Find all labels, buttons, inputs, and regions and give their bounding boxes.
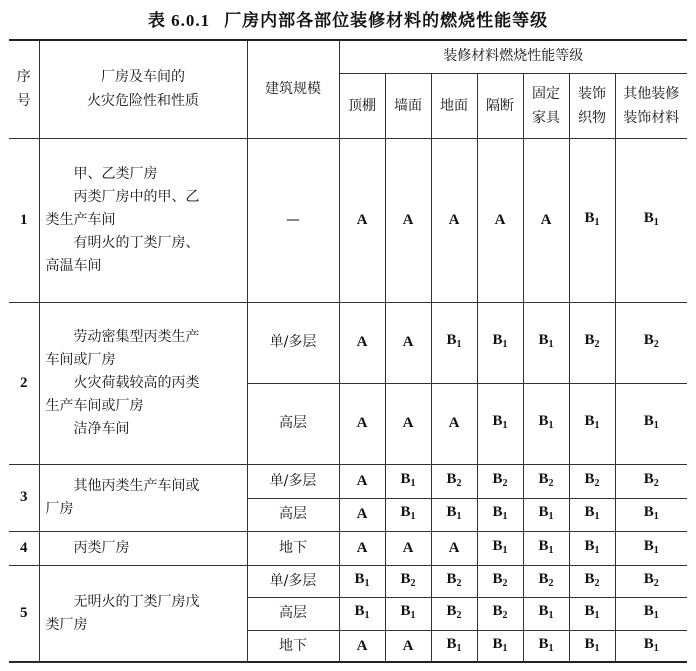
row-number: 5 (9, 565, 39, 662)
grade-letter: B (446, 332, 457, 348)
grade-letter: B (584, 209, 595, 226)
grade-cell (477, 464, 523, 498)
grade-letter: B (446, 470, 457, 487)
grade-cell (431, 138, 477, 302)
grade-cell (477, 383, 523, 464)
hazard-nature-cell (39, 531, 247, 565)
grade-cell (339, 597, 385, 630)
grade-letter: A (448, 539, 460, 556)
hazard-nature-line: 洁净车间 (73, 420, 130, 437)
grade-cell (477, 531, 523, 565)
grade-column-header (431, 73, 477, 138)
grade-letter: B (643, 537, 654, 554)
seq-header-line: 序 (16, 69, 31, 86)
grade-letter: B (538, 470, 549, 487)
grade-cell (339, 565, 385, 597)
grade-letter: B (584, 470, 595, 487)
grade-subscript: 1 (456, 642, 462, 654)
grade-letter: B (643, 570, 654, 587)
grade-column-header (477, 73, 523, 138)
grade-letter: A (402, 539, 414, 556)
building-scale-cell: 高层 (247, 597, 339, 630)
grade-subscript: 1 (594, 544, 600, 556)
grade-letter: B (538, 603, 549, 619)
grade-letter: B (538, 635, 549, 652)
grade-subscript: 1 (594, 420, 600, 431)
hazard-nature-cell (39, 464, 247, 531)
header-row-1 (9, 41, 687, 73)
grade-letter: B (643, 470, 654, 487)
grade-letter: A (356, 637, 368, 654)
grade-letter: B (538, 504, 549, 520)
grade-letter: B (584, 603, 595, 619)
grade-cell (569, 383, 615, 464)
grade-letter: B (584, 537, 595, 554)
grade-subscript: 1 (456, 339, 462, 350)
grade-subscript: 1 (548, 511, 554, 522)
grade-letter: B (446, 635, 457, 652)
grade-subscript: 2 (594, 477, 600, 489)
grade-cell (477, 138, 523, 302)
grade-column-header (569, 73, 615, 138)
grade-cell (615, 464, 687, 498)
grade-column-header-line: 家具 (532, 109, 560, 126)
grade-cell (385, 531, 431, 565)
hazard-nature-line: 丙类厂房 (73, 539, 130, 556)
grade-column-header-line: 装饰材料 (623, 109, 680, 126)
grade-letter: B (584, 504, 595, 520)
grade-subscript: 1 (502, 544, 508, 556)
table-row (9, 531, 687, 565)
grade-subscript: 1 (364, 610, 370, 621)
grade-cell (523, 464, 569, 498)
grade-cell (615, 498, 687, 531)
grade-cell (523, 597, 569, 630)
grade-column-header-line: 固定 (532, 85, 560, 102)
building-scale-cell: 高层 (247, 383, 339, 464)
grade-letter: B (492, 635, 503, 652)
table-body (9, 138, 687, 662)
grade-subscript: 2 (653, 577, 659, 589)
grade-subscript: 1 (653, 642, 659, 654)
grade-letter: A (494, 211, 506, 228)
grade-letter: B (584, 413, 595, 429)
grade-cell (569, 498, 615, 531)
table-caption (0, 6, 696, 31)
grade-subscript: 1 (410, 477, 416, 489)
grade-letter: B (354, 570, 365, 587)
grade-letter: A (402, 211, 414, 228)
grade-cell (569, 531, 615, 565)
hazard-nature-line: 厂房 (45, 500, 74, 517)
grade-cell (385, 630, 431, 662)
grade-letter: A (448, 415, 460, 431)
row-number: 4 (9, 531, 39, 565)
grade-cell (615, 630, 687, 662)
grade-subscript: 1 (456, 511, 462, 522)
hazard-nature-line: 高温车间 (45, 257, 102, 274)
row-number: 1 (9, 138, 39, 302)
grade-subscript: 2 (456, 477, 462, 489)
grade-cell (477, 597, 523, 630)
hazard-nature-line: 类厂房 (45, 616, 88, 633)
hazard-nature-line: 丙类厂房中的甲、乙 (73, 188, 200, 205)
table-row (9, 138, 687, 302)
grade-cell (569, 302, 615, 383)
grade-cell (615, 565, 687, 597)
grade-cell (339, 531, 385, 565)
grade-subscript: 2 (456, 577, 462, 589)
hazard-nature-cell (39, 302, 247, 464)
table-frame (9, 39, 687, 663)
grade-cell (523, 138, 569, 302)
building-scale-cell: 单/多层 (247, 464, 339, 498)
grade-letter: B (584, 332, 595, 348)
grade-letter: B (584, 635, 595, 652)
grade-letter: B (584, 570, 595, 587)
grade-cell (569, 464, 615, 498)
grade-cell (523, 302, 569, 383)
grade-letter: B (538, 570, 549, 587)
scale-header: 建筑规模 (247, 41, 339, 138)
grade-subscript: 1 (502, 511, 508, 522)
grade-subscript: 1 (594, 610, 600, 621)
grade-subscript: 1 (653, 544, 659, 556)
nature-header-line: 火灾危险性和性质 (87, 93, 199, 110)
building-scale-cell: 单/多层 (247, 302, 339, 383)
grade-subscript: 2 (594, 339, 600, 350)
grade-cell (523, 498, 569, 531)
building-scale-cell: 地下 (247, 531, 339, 565)
grade-column-header (523, 73, 569, 138)
grade-letter: B (643, 504, 654, 520)
grade-cell (385, 138, 431, 302)
grade-letter: B (492, 413, 503, 429)
grade-cell (523, 565, 569, 597)
grade-cell (569, 630, 615, 662)
grade-subscript: 2 (502, 477, 508, 489)
grade-subscript: 1 (502, 339, 508, 350)
grade-letter: A (356, 539, 368, 556)
grade-letter: B (446, 504, 457, 520)
table-row (9, 565, 687, 597)
grade-cell (615, 138, 687, 302)
grade-subscript: 2 (502, 577, 508, 589)
grade-cell (477, 565, 523, 597)
grade-subscript: 2 (456, 610, 462, 621)
grade-subscript: 2 (653, 339, 659, 350)
table-row (9, 302, 687, 383)
grade-cell (615, 531, 687, 565)
table-row (9, 464, 687, 498)
grade-cell (569, 138, 615, 302)
grade-cell (523, 383, 569, 464)
grade-subscript: 2 (548, 477, 554, 489)
seq-header (9, 41, 39, 138)
grade-column-header-line: 织物 (578, 109, 606, 126)
grade-cell (385, 498, 431, 531)
grade-letter: A (356, 472, 368, 489)
hazard-nature-line: 生产车间或厂房 (45, 397, 144, 414)
grade-letter: B (492, 504, 503, 520)
nature-header-line: 厂房及车间的 (101, 69, 185, 86)
grade-letter: B (538, 332, 549, 348)
hazard-nature-line: 车间或厂房 (45, 351, 116, 368)
grade-column-header (385, 73, 431, 138)
grade-letter: B (643, 635, 654, 652)
seq-header-line: 号 (16, 93, 31, 110)
grade-column-header-line: 顶棚 (348, 97, 376, 114)
grade-letter: B (446, 570, 457, 587)
grade-subscript: 1 (548, 610, 554, 621)
hazard-nature-line: 火灾荷载较高的丙类 (73, 374, 200, 391)
nature-header (39, 41, 247, 138)
hazard-nature-line: 甲、乙类厂房 (73, 165, 158, 182)
building-scale-cell: — (247, 138, 339, 302)
grade-cell (477, 302, 523, 383)
grade-cell (385, 383, 431, 464)
grade-letter: A (402, 415, 414, 431)
grade-subscript: 1 (410, 610, 416, 621)
grade-cell (431, 464, 477, 498)
grade-subscript: 1 (502, 642, 508, 654)
grade-letter: A (356, 334, 368, 350)
grade-cell (569, 565, 615, 597)
hazard-nature-line: 劳动密集型丙类生产 (73, 328, 200, 345)
hazard-nature-line: 类生产车间 (45, 211, 116, 228)
grade-subscript: 1 (410, 511, 416, 522)
grade-cell (477, 498, 523, 531)
grade-letter: B (538, 413, 549, 429)
grade-column-header (615, 73, 687, 138)
grade-cell (615, 597, 687, 630)
grade-subscript: 2 (410, 577, 416, 589)
building-scale-cell: 地下 (247, 630, 339, 662)
grade-letter: B (643, 332, 654, 348)
grade-cell (431, 565, 477, 597)
grade-cell (615, 383, 687, 464)
table-number: 表 6.0.1 (147, 11, 211, 30)
grade-cell (431, 531, 477, 565)
grade-subscript: 1 (594, 511, 600, 522)
grade-subscript: 1 (364, 577, 370, 589)
grade-letter: A (356, 211, 368, 228)
grade-letter: B (492, 570, 503, 587)
grade-cell (385, 302, 431, 383)
grade-cell (431, 498, 477, 531)
grade-column-header-line: 地面 (440, 97, 468, 114)
grade-letter: A (356, 506, 368, 522)
grade-letter: B (643, 603, 654, 619)
grade-subscript: 1 (594, 216, 600, 228)
grade-cell (615, 302, 687, 383)
grade-letter: B (492, 332, 503, 348)
grade-letter: A (402, 637, 414, 654)
grade-letter: A (356, 415, 368, 431)
grade-letter: B (400, 570, 411, 587)
fire-rating-table (9, 41, 687, 663)
building-scale-cell: 高层 (247, 498, 339, 531)
grade-cell (385, 565, 431, 597)
grade-letter: B (400, 504, 411, 520)
grade-letter: B (492, 603, 503, 619)
grade-letter: B (354, 603, 365, 619)
grade-subscript: 1 (653, 420, 659, 431)
grade-cell (385, 597, 431, 630)
grade-cell (431, 383, 477, 464)
grade-letter: B (400, 603, 411, 619)
grade-cell (339, 302, 385, 383)
grade-letter: B (446, 603, 457, 619)
building-scale-cell: 单/多层 (247, 565, 339, 597)
grade-subscript: 1 (653, 610, 659, 621)
grade-letter: B (400, 470, 411, 487)
grade-subscript: 1 (653, 511, 659, 522)
grade-subscript: 2 (502, 610, 508, 621)
grade-group-header: 装修材料燃烧性能等级 (339, 41, 687, 73)
grade-column-header-line: 墙面 (394, 97, 422, 114)
grade-subscript: 2 (653, 477, 659, 489)
grade-cell (339, 630, 385, 662)
grade-cell (431, 302, 477, 383)
grade-letter: B (643, 209, 654, 226)
grade-cell (477, 630, 523, 662)
hazard-nature-cell (39, 138, 247, 302)
grade-letter: B (538, 537, 549, 554)
grade-letter: B (643, 413, 654, 429)
grade-column-header-line: 隔断 (486, 97, 514, 114)
grade-cell (431, 597, 477, 630)
grade-subscript: 1 (548, 544, 554, 556)
grade-subscript: 1 (548, 642, 554, 654)
grade-letter: A (540, 211, 552, 228)
grade-letter: B (492, 537, 503, 554)
grade-column-header-line: 装饰 (578, 85, 606, 102)
grade-letter: A (402, 334, 414, 350)
grade-letter: A (448, 211, 460, 228)
grade-cell (339, 383, 385, 464)
grade-subscript: 2 (594, 577, 600, 589)
grade-cell (385, 464, 431, 498)
grade-cell (523, 630, 569, 662)
grade-cell (339, 464, 385, 498)
grade-subscript: 1 (548, 339, 554, 350)
grade-cell (569, 597, 615, 630)
row-number: 3 (9, 464, 39, 531)
grade-subscript: 2 (548, 577, 554, 589)
grade-subscript: 1 (594, 642, 600, 654)
hazard-nature-line: 有明火的丁类厂房、 (73, 234, 200, 251)
grade-subscript: 1 (548, 420, 554, 431)
row-number: 2 (9, 302, 39, 464)
grade-column-header (339, 73, 385, 138)
table-title: 厂房内部各部位装修材料的燃烧性能等级 (224, 11, 549, 31)
grade-subscript: 1 (653, 216, 659, 228)
grade-letter: B (492, 470, 503, 487)
grade-subscript: 1 (502, 420, 508, 431)
grade-cell (431, 630, 477, 662)
grade-cell (523, 531, 569, 565)
hazard-nature-cell (39, 565, 247, 662)
hazard-nature-line: 无明火的丁类厂房戊 (73, 593, 200, 610)
grade-cell (339, 138, 385, 302)
grade-column-header-line: 其他装修 (623, 85, 680, 102)
grade-cell (339, 498, 385, 531)
hazard-nature-line: 其他丙类生产车间或 (73, 477, 200, 494)
